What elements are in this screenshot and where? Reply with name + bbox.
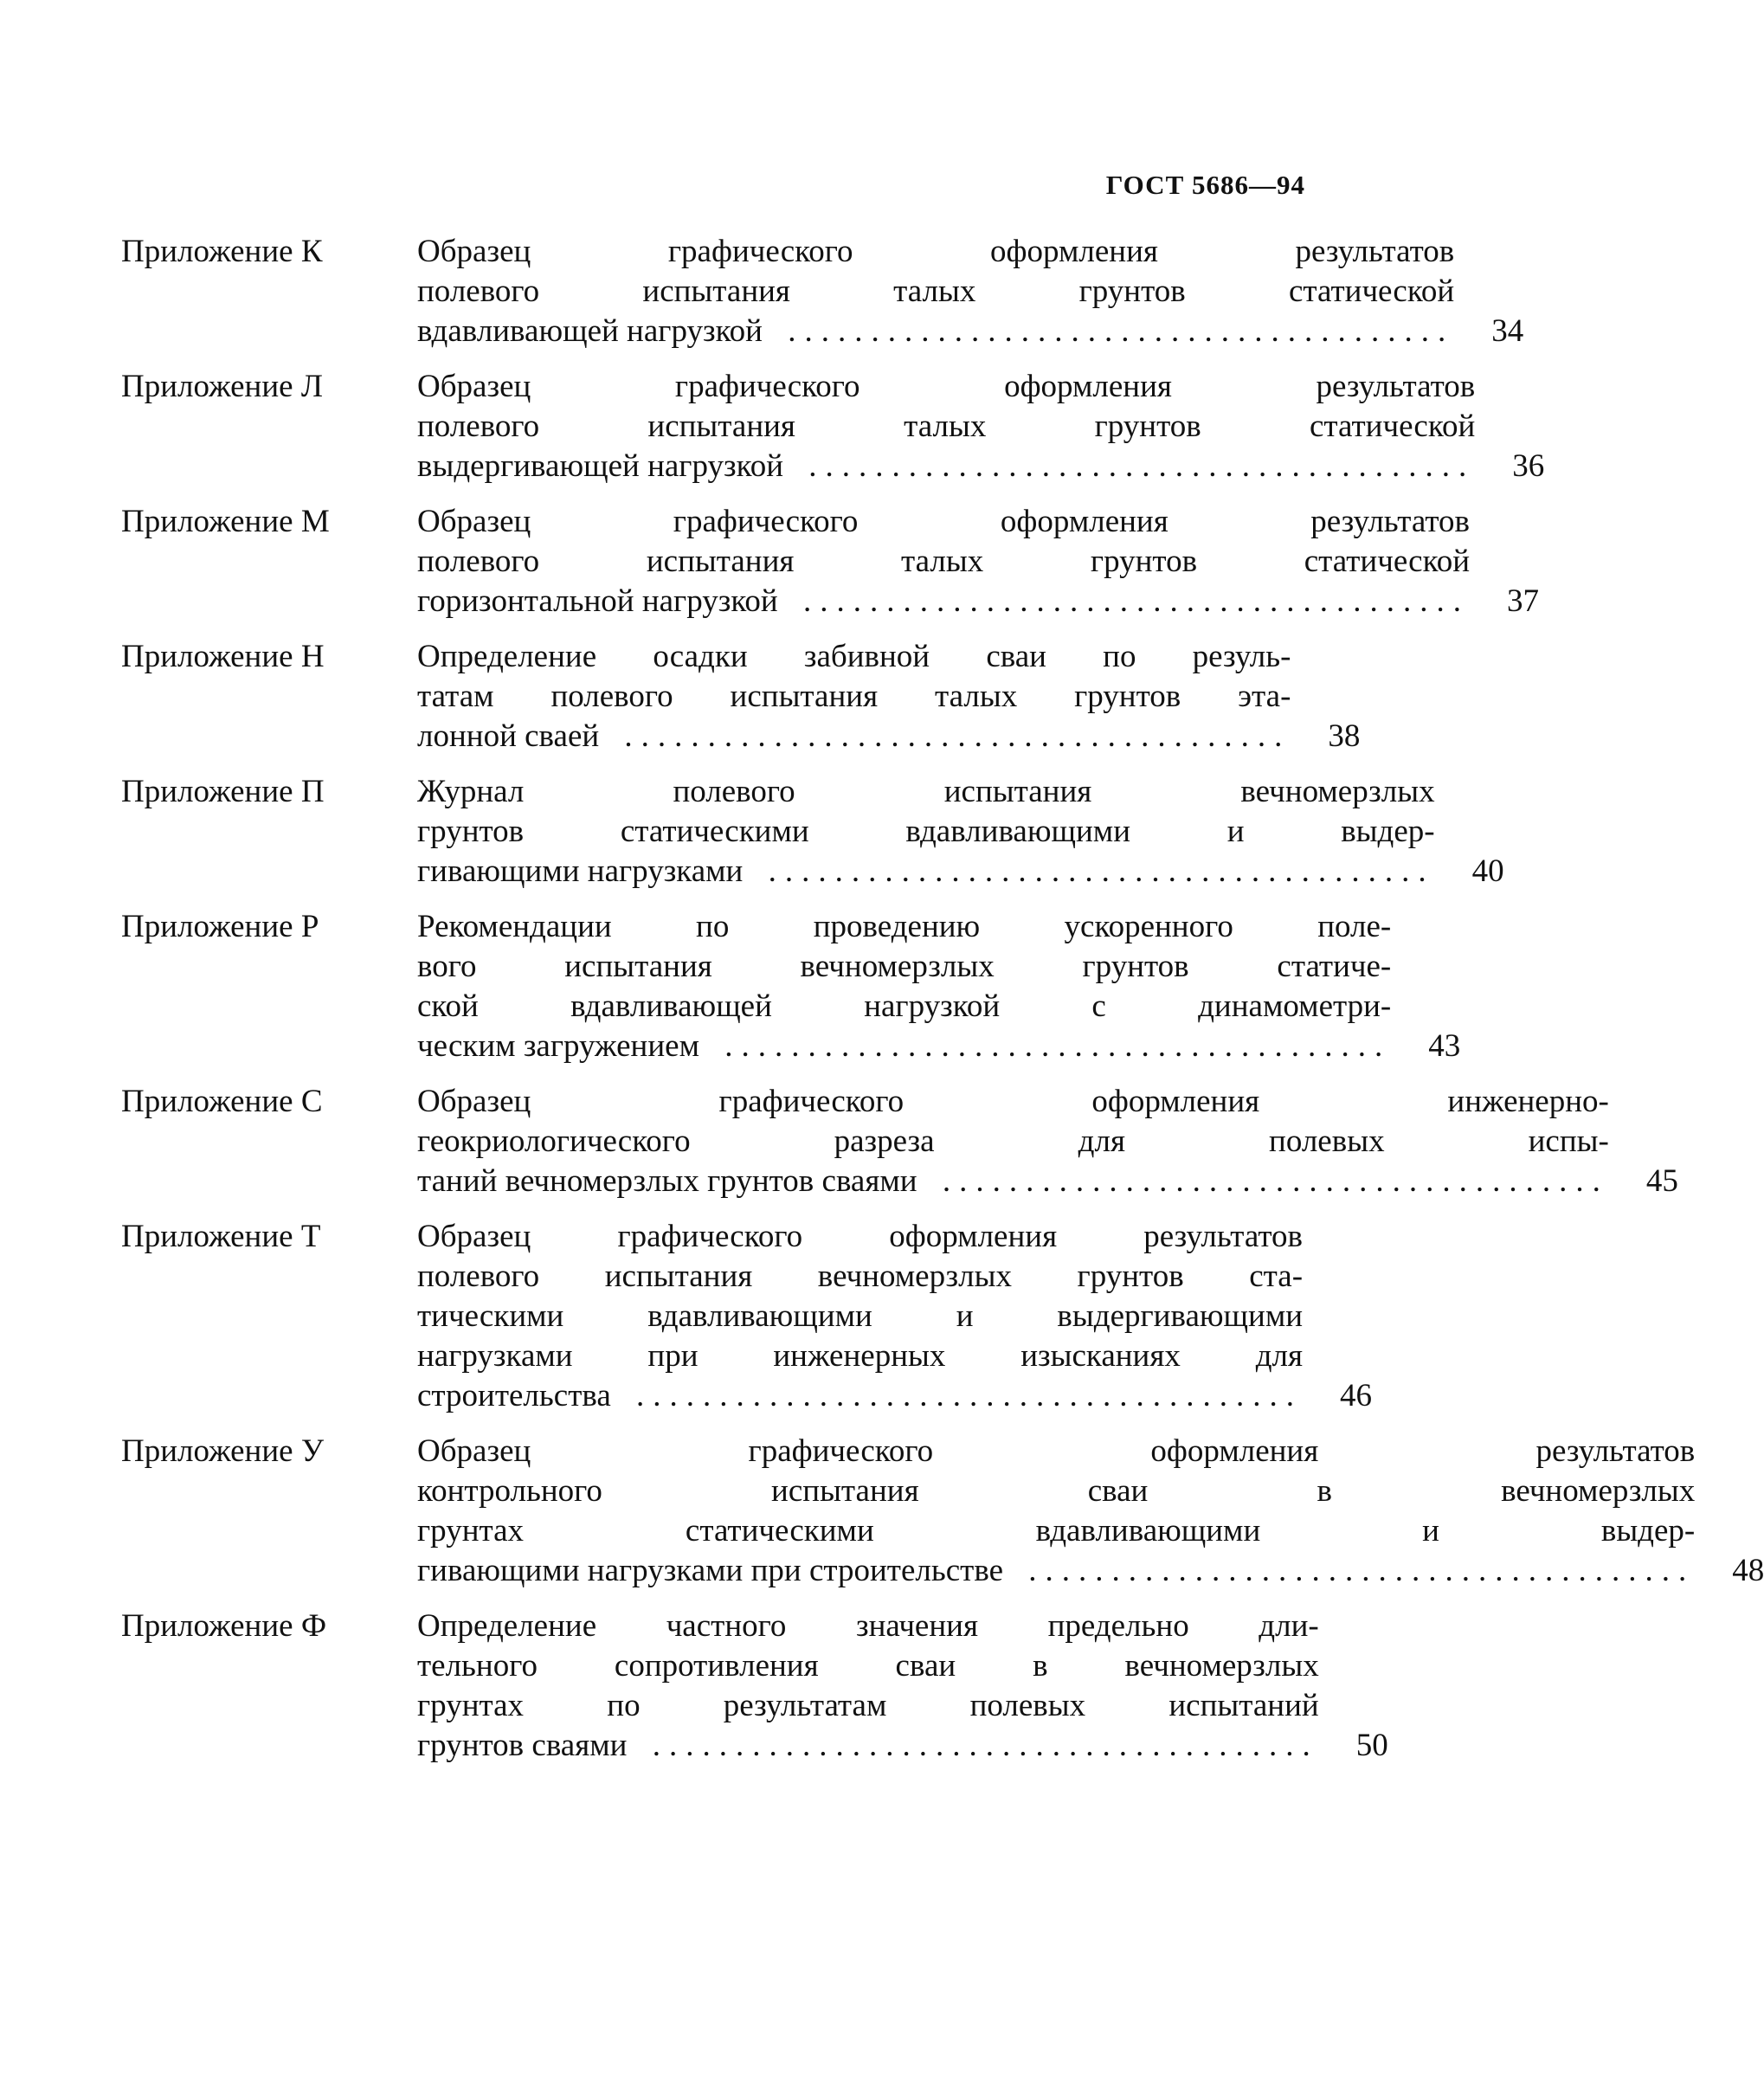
dot-leader: ........................................ <box>608 718 1291 754</box>
title-line <box>417 717 1291 757</box>
title-line-text: полевого испытания вечномерзлых грунтов ста- <box>417 1259 1304 1294</box>
title-line <box>417 1217 1303 1257</box>
title-line <box>417 367 1475 407</box>
title-line <box>417 1336 1303 1376</box>
title-line-text: нагрузками при инженерных изысканиях для <box>417 1338 1304 1374</box>
title-line-text: Определение осадки забивной сваи по резуль- <box>417 639 1291 674</box>
appendix-label: Приложение П <box>121 774 325 809</box>
title-line-text: Определение частного значения предельно дли- <box>417 1608 1319 1644</box>
page-number: 34 <box>1491 313 1524 349</box>
appendix-title <box>403 637 1299 757</box>
title-line-text: грунтов статическими вдавливающими и выдер- <box>417 814 1435 849</box>
title-line <box>417 1726 1319 1766</box>
title-line-text: полевого испытания талых грунтов статической <box>417 409 1476 444</box>
appendix-title <box>403 772 1444 892</box>
appendix-label: Приложение Т <box>121 1219 321 1254</box>
title-line-text: тельного сопротивления сваи в вечномерзлых <box>417 1648 1319 1684</box>
title-line <box>417 582 1470 621</box>
toc-entry <box>121 1082 1678 1201</box>
title-line <box>417 1471 1695 1511</box>
title-line-text: полевого испытания талых грунтов статической <box>417 544 1470 579</box>
title-line-text: ческим загружением <box>417 1028 699 1064</box>
title-line-text: Рекомендации по проведению ускоренного поле- <box>417 909 1392 944</box>
dot-leader: ........................................ <box>770 313 1455 349</box>
title-line-text: лонной сваей <box>417 718 600 754</box>
appendix-label: Приложение Ф <box>121 1608 327 1644</box>
title-line-text: тическими вдавливающими и выдергивающими <box>417 1298 1304 1334</box>
title-line-text: горизонтальной нагрузкой <box>417 583 778 619</box>
dot-leader: ........................................ <box>925 1163 1609 1199</box>
appendix-title <box>403 1082 1618 1201</box>
appendix-title <box>403 1217 1311 1416</box>
title-line <box>417 1551 1695 1591</box>
dot-leader: ........................................ <box>786 583 1470 619</box>
dot-leader: ........................................ <box>619 1378 1304 1413</box>
title-line <box>417 1432 1695 1471</box>
title-line <box>417 1511 1695 1551</box>
title-line-text: Образец графического оформления результатов <box>417 234 1455 269</box>
title-line-text: ской вдавливающей нагрузкой с динамометри- <box>417 988 1392 1024</box>
page-number: 43 <box>1428 1028 1461 1064</box>
document-header: ГОСТ 5686—94 <box>1105 170 1305 200</box>
title-line-text: выдергивающей нагрузкой <box>417 448 783 484</box>
title-line <box>417 772 1435 812</box>
page-number: 45 <box>1645 1163 1678 1199</box>
title-line <box>417 907 1391 947</box>
toc-entry <box>121 1217 1373 1416</box>
title-line <box>417 447 1475 486</box>
appendix-label: Приложение Н <box>121 639 325 674</box>
title-line-text: Образец графического оформления результатов <box>417 1219 1304 1254</box>
title-line <box>417 637 1291 677</box>
title-line <box>417 987 1391 1027</box>
appendix-label: Приложение У <box>121 1433 325 1469</box>
title-line <box>417 1376 1303 1416</box>
dot-leader: ........................................ <box>635 1728 1319 1763</box>
appendix-title <box>403 367 1484 486</box>
page-number: 36 <box>1512 448 1545 484</box>
page-number: 46 <box>1340 1378 1373 1413</box>
toc-entry <box>121 502 1539 621</box>
title-line-text: гивающими нагрузками <box>417 853 744 889</box>
title-line <box>417 1027 1391 1066</box>
toc-entry <box>121 1606 1388 1766</box>
title-line-text: таний вечномерзлых грунтов сваями <box>417 1163 917 1199</box>
title-line-text: грунтах по результатам полевых испытаний <box>417 1688 1319 1723</box>
dot-leader: ........................................ <box>708 1028 1392 1064</box>
title-line <box>417 272 1454 312</box>
title-line <box>417 1122 1609 1162</box>
title-line-text: татам полевого испытания талых грунтов эта- <box>417 679 1291 714</box>
title-line-text: Образец графического оформления результатов <box>417 1433 1696 1469</box>
appendix-title <box>403 502 1478 621</box>
title-line <box>417 812 1435 852</box>
dot-leader: ........................................ <box>751 853 1435 889</box>
title-line <box>417 542 1470 582</box>
title-line-text: вого испытания вечномерзлых грунтов статиче- <box>417 949 1392 984</box>
title-line <box>417 232 1454 272</box>
appendix-title <box>403 1606 1328 1766</box>
title-line <box>417 1646 1319 1686</box>
appendix-label: Приложение Л <box>121 369 323 404</box>
title-line <box>417 502 1470 542</box>
title-line <box>417 1082 1609 1122</box>
appendix-label: Приложение К <box>121 234 323 269</box>
title-line-text: грунтов сваями <box>417 1728 628 1763</box>
toc-entry <box>121 232 1524 351</box>
toc-entry <box>121 1432 1764 1591</box>
page-number: 40 <box>1471 853 1504 889</box>
title-line-text: строительства <box>417 1378 611 1413</box>
title-line-text: геокриологического разреза для полевых испы- <box>417 1124 1609 1159</box>
table-of-contents <box>121 232 1764 1766</box>
title-line <box>417 407 1475 447</box>
title-line <box>417 1686 1319 1726</box>
title-line-text: Журнал полевого испытания вечномерзлых <box>417 774 1435 809</box>
appendix-label: Приложение Р <box>121 909 319 944</box>
dot-leader: ........................................ <box>1012 1553 1696 1588</box>
page-number: 50 <box>1355 1728 1388 1763</box>
appendix-title <box>403 232 1463 351</box>
title-line-text: полевого испытания талых грунтов статической <box>417 274 1455 309</box>
page-number: 48 <box>1732 1553 1764 1588</box>
page-number: 37 <box>1507 583 1539 619</box>
title-line-text: Образец графического оформления результатов <box>417 504 1470 539</box>
toc-entry <box>121 772 1504 892</box>
toc-entry <box>121 907 1461 1066</box>
title-line <box>417 1606 1319 1646</box>
appendix-label: Приложение С <box>121 1084 323 1119</box>
dot-leader: ........................................ <box>792 448 1476 484</box>
title-line-text: вдавливающей нагрузкой <box>417 313 763 349</box>
title-line-text: гивающими нагрузками при строительстве <box>417 1553 1004 1588</box>
title-line-text: Образец графического оформления инженерно- <box>417 1084 1609 1119</box>
title-line <box>417 1257 1303 1297</box>
title-line <box>417 312 1454 351</box>
title-line <box>417 852 1435 892</box>
title-line-text: контрольного испытания сваи в вечномерзлых <box>417 1473 1696 1509</box>
page-number: 38 <box>1328 718 1361 754</box>
title-line <box>417 947 1391 987</box>
title-line <box>417 677 1291 717</box>
appendix-label: Приложение М <box>121 504 330 539</box>
toc-entry <box>121 637 1361 757</box>
title-line <box>417 1162 1609 1201</box>
title-line-text: Образец графического оформления результатов <box>417 369 1476 404</box>
appendix-title <box>403 1432 1703 1591</box>
appendix-title <box>403 907 1400 1066</box>
toc-entry <box>121 367 1545 486</box>
title-line-text: грунтах статическими вдавливающими и выдер- <box>417 1513 1696 1548</box>
title-line <box>417 1297 1303 1336</box>
